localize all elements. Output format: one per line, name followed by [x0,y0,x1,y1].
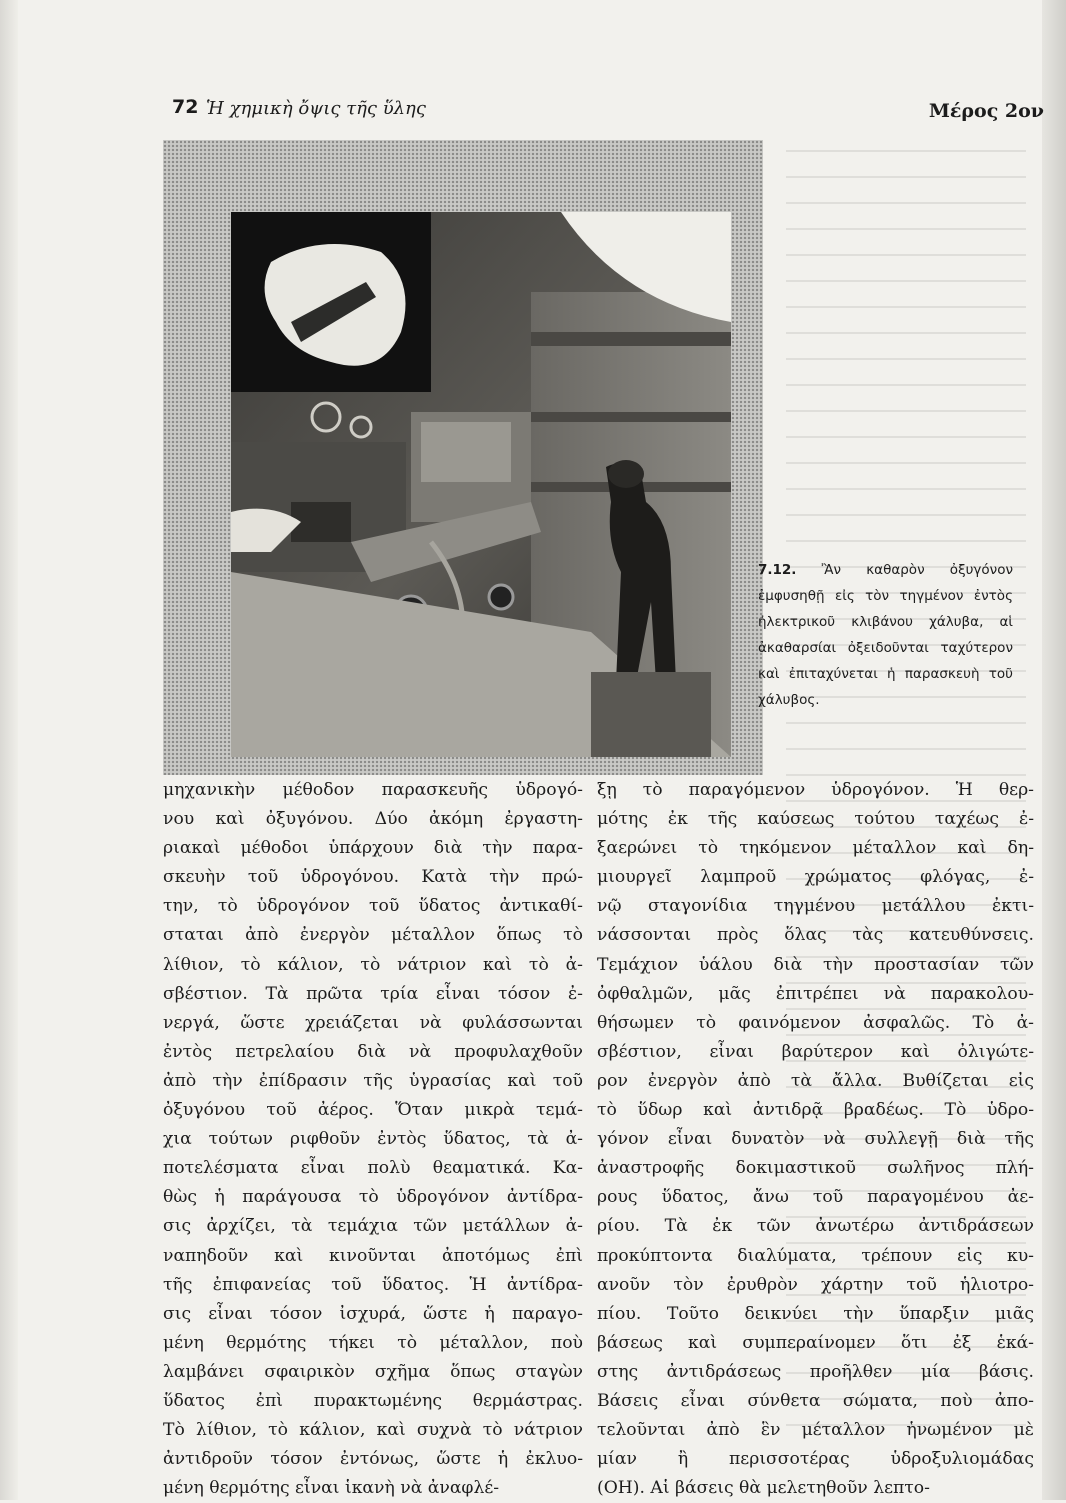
text-line: ἀπὸ τὴν ἐπίδρασιν τῆς ὑγρασίας καὶ τοῦ [163,1070,583,1091]
text-line: σκευὴν τοῦ ὑδρογόνου. Κατὰ τὴν πρώ- [163,867,583,888]
text-line: Τεμάχιον ὑάλου διὰ τὴν προστασίαν τῶν [597,954,1034,975]
text-line: τελοῦνται ἀπὸ ἓν μέταλλον ἡνωμένον μὲ [597,1420,1034,1441]
text-line: θὼς ἡ παράγουσα τὸ ὑδρογόνον ἀντίδρα- [163,1187,583,1208]
text-line: γόνον εἶναι δυνατὸν νὰ συλλεγῇ διὰ τῆς [597,1129,1034,1150]
text-line: την, τὸ ὑδρογόνον τοῦ ὕδατος ἀντικαθί- [163,896,583,917]
body-column-left [163,776,583,1503]
text-line: τὸ ὕδωρ καὶ ἀντιδρᾷ βραδέως. Τὸ ὑδρο- [597,1100,1034,1121]
page-edge-left [0,0,18,1500]
text-line: βάσεως καὶ συμπεραίνομεν ὅτι ἐξ ἑκά- [597,1332,1034,1353]
text-line: ὀφθαλμῶν, μᾶς ἐπιτρέπει νὰ παρακολου- [597,983,1034,1004]
body-column-right [597,776,1034,1503]
text-line: λαμβάνει σφαιρικὸν σχῆμα ὅπως σταγὼν [163,1361,583,1382]
text-line: ξῃ τὸ παραγόμενον ὑδρογόνον. Ἡ θερ- [597,780,1034,800]
text-line: σβέστιον. Τὰ πρῶτα τρία εἶναι τόσον ἐ- [163,983,583,1004]
text-line: χια τούτων ριφθοῦν ἐντὸς ὕδατος, τὰ ἀ- [163,1129,583,1150]
text-line: θήσωμεν τὸ φαινόμενον ἀσφαλῶς. Τὸ ἀ- [597,1012,1034,1033]
text-line: νῷ σταγονίδια τηγμένου μετάλλου ἐκτι- [597,896,1034,917]
text-line: σταται ἀπὸ ἐνεργὸν μέταλλον ὅπως τὸ [163,925,583,946]
figure-caption [758,557,1013,713]
text-line: στης ἀντιδράσεως προῆλθεν μία βάσις. [597,1361,1034,1382]
text-line: ἐντὸς πετρελαίου διὰ νὰ προφυλαχθοῦν [163,1041,583,1062]
figure-photo [231,212,731,757]
text-line: νάσσονται πρὸς ὅλας τὰς κατευθύνσεις. [597,925,1034,946]
text-line: λίθιον, τὸ κάλιον, τὸ νάτριον καὶ τὸ ἀ- [163,954,583,975]
text-line: νεργά, ὥστε χρειάζεται νὰ φυλάσσωνται [163,1012,583,1033]
figure-caption-text: Ἂν καθαρὸν ὀξυγόνον ἐμφυσηθῇ εἰς τὸν τηγμένον ἐντὸς ἠλεκτρικοῦ κλιβάνου χάλυβα, αἱ ἀκαθαρσίαι ὀξειδοῦνται ταχύτερον καὶ ἐπιταχύνεται ἡ παρασκευὴ τοῦ χάλυβος. [758,562,1013,708]
text-line: μιουργεῖ λαμπροῦ χρώματος φλόγας, ἐ- [597,867,1034,888]
page-edge-right [1042,0,1066,1500]
text-line: ἀναστροφῆς δοκιμαστικοῦ σωλῆνος πλή- [597,1158,1034,1179]
page-header [172,92,1044,132]
text-line: ρίου. Τὰ ἐκ τῶν ἀνωτέρω ἀντιδράσεων [597,1216,1034,1237]
text-line: νου καὶ ὀξυγόνου. Δύο ἀκόμη ἐργαστη- [163,809,583,830]
text-line: ὕδατος ἐπὶ πυρακτωμένης θερμάστρας. [163,1390,583,1411]
page-number: 72 [172,96,199,118]
text-line: σις ἀρχίζει, τὰ τεμάχια τῶν μετάλλων ἀ- [163,1216,583,1237]
text-line: ανοῦν τὸν ἐρυθρὸν χάρτην τοῦ ἡλιοτρο- [597,1274,1034,1295]
text-line: μίαν ἢ περισσοτέρας ὑδροξυλιομάδας [597,1449,1034,1470]
text-line: ποτελέσματα εἶναι πολὺ θεαματικά. Κα- [163,1158,583,1179]
text-line: ρους ὕδατος, ἄνω τοῦ παραγομένου ἀε- [597,1187,1034,1208]
part-label: Μέρος 2ον [928,100,1044,122]
text-line: ναπηδοῦν καὶ κινοῦνται ἀποτόμως ἐπὶ [163,1245,583,1266]
text-line: μηχανικὴν μέθοδον παρασκευῆς ὑδρογό- [163,780,583,800]
text-line: ὀξυγόνου τοῦ ἀέρος. Ὅταν μικρὰ τεμά- [163,1100,583,1121]
text-line: μότης ἐκ τῆς καύσεως τούτου ταχέως ἐ- [597,809,1034,830]
text-line: μένη θερμότης εἶναι ἱκανὴ νὰ ἀναφλέ- [163,1478,500,1499]
text-line: (ΟΗ). Αἱ βάσεις θὰ μελετηθοῦν λεπτο- [597,1478,930,1499]
text-line: Τὸ λίθιον, τὸ κάλιον, καὶ συχνὰ τὸ νάτριον [163,1420,583,1441]
figure-number: 7.12. [758,562,797,578]
text-line: σβέστιον, εἶναι βαρύτερον καὶ ὀλιγώτε- [597,1041,1034,1062]
text-line: τῆς ἐπιφανείας τοῦ ὕδατος. Ἡ ἀντίδρα- [163,1274,583,1295]
text-line: μένη θερμότης τήκει τὸ μέταλλον, ποὺ [163,1332,583,1353]
text-line: ξαερώνει τὸ τηκόμενον μέταλλον καὶ δη- [597,838,1034,859]
text-line: πίου. Τοῦτο δεικνύει τὴν ὕπαρξιν μιᾶς [597,1303,1034,1324]
running-title: Ἡ χημικὴ ὄψις τῆς ὕλης [206,98,426,119]
text-line: ρον ἐνεργὸν ἀπὸ τὰ ἄλλα. Βυθίζεται εἰς [597,1070,1034,1091]
text-line: ἀντιδροῦν τόσον ἐντόνως, ὥστε ἡ ἐκλυο- [163,1449,583,1470]
text-line: ριακαὶ μέθοδοι ὑπάρχουν διὰ τὴν παρα- [163,838,583,859]
text-line: προκύπτοντα διαλύματα, τρέπουν εἰς κυ- [597,1245,1034,1266]
text-line: Βάσεις εἶναι σύνθετα σώματα, ποὺ ἀπο- [597,1390,1034,1411]
text-line: σις εἶναι τόσον ἰσχυρά, ὥστε ἡ παραγο- [163,1303,583,1324]
steel-furnace-photo [231,212,731,757]
